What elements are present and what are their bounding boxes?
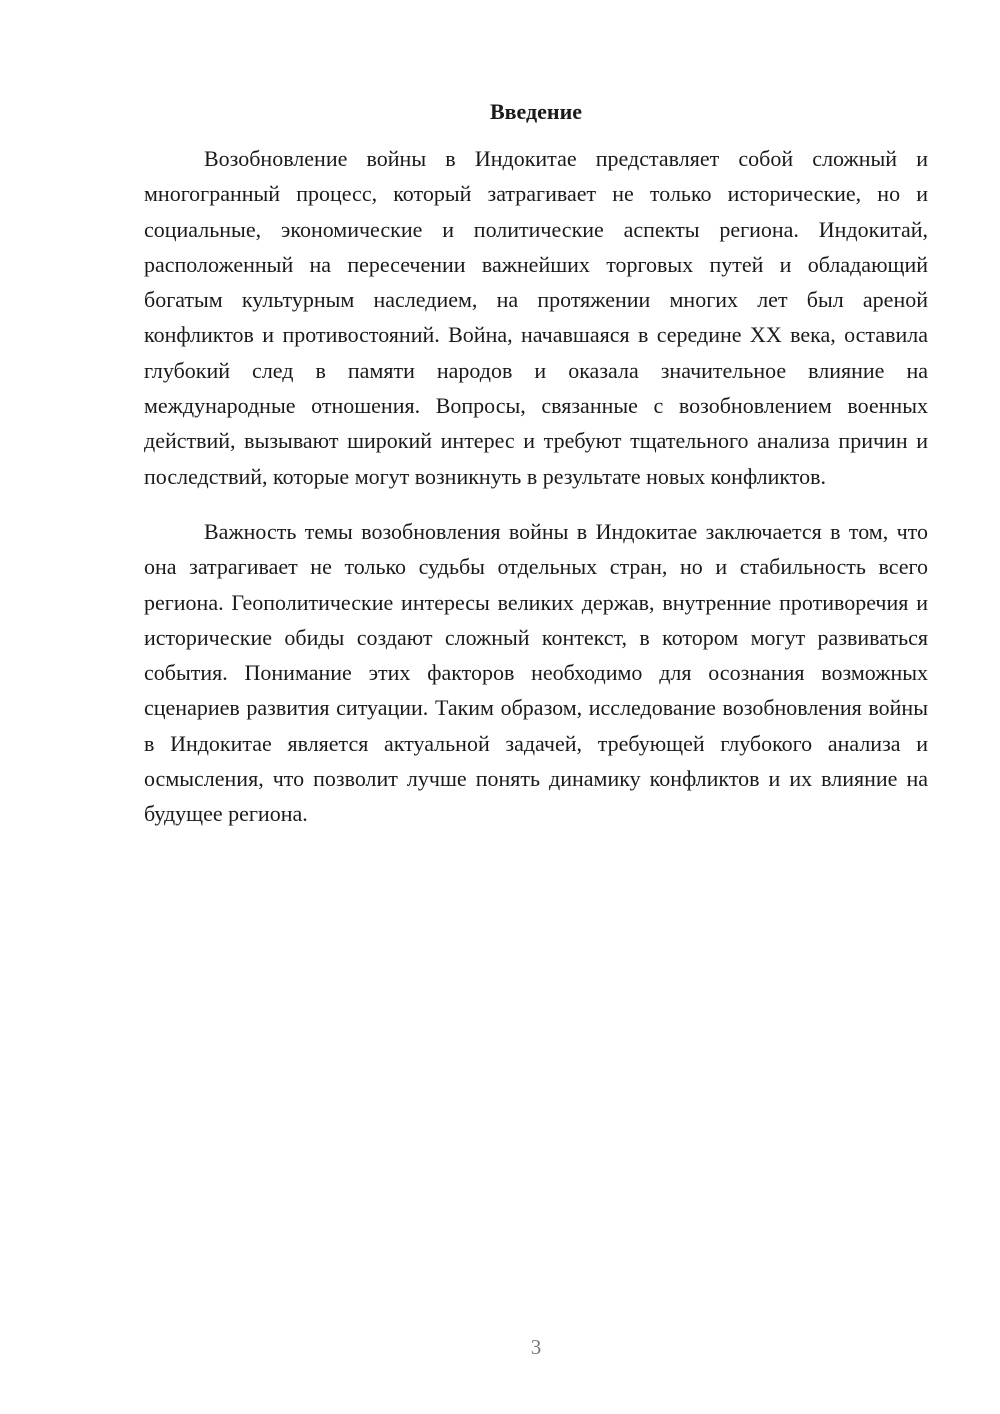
body-text	[144, 141, 928, 832]
paragraph-2: Важность темы возобновления войны в Индокитае заключается в том, что она затрагивает не только судьбы отдельных стран, но и стабильность всего региона. Геополитические интересы великих держав, внутренние противоречия и исторические обиды создают сложный контекст, в котором могут развиваться события. Понимание этих факторов необходимо для осознания возможных сценариев развития ситуации. Таким образом, исследование возобновления войны в Индокитае является актуальной задачей, требующей глубокого анализа и осмысления, что позволит лучше понять динамику конфликтов и их влияние на будущее региона.	[144, 518, 928, 827]
page-title: Введение	[489, 99, 583, 124]
paragraph-1: Возобновление войны в Индокитае представляет собой сложный и многогранный процесс, который затрагивает не только исторические, но и социальные, экономические и политические аспекты региона. Индокитай, расположенный на пересечении важнейших торговых путей и обладающий богатым культурным наследием, на протяжении многих лет был ареной конфликтов и противостояний. Война, начавшаяся в середине XX века, оставила глубокий след в памяти народов и оказала значительное влияние на международные отношения. Вопросы, связанные с возобновлением военных действий, вызывают широкий интерес и требуют тщательного анализа причин и последствий, которые могут возникнуть в результате новых конфликтов.	[144, 146, 928, 489]
page-number: 3	[530, 1335, 542, 1359]
